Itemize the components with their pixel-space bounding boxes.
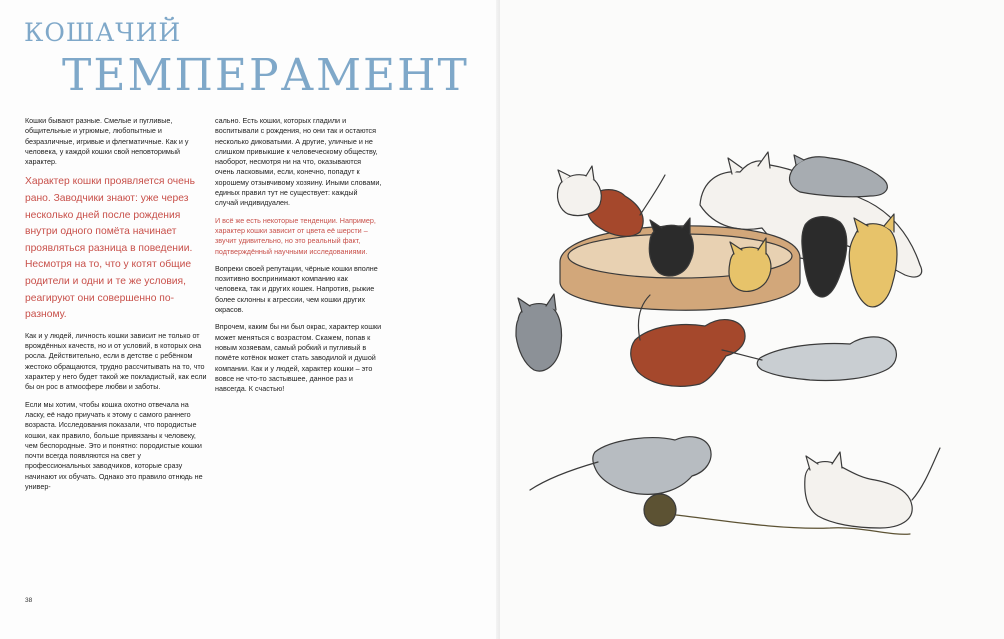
text-column-2 [215, 116, 382, 401]
black-cat-standing [802, 217, 847, 297]
paragraph: Если мы хотим, чтобы кошка охотно отвечала на ласку, её надо приучать к этому с самого раннего возраста. Исследования показали, что породистые кошки, как правило, больше привязаны к человеку, чем беспородные. Это и понятно: породистые кошки почти всегда появляются на свет у профессиональных заводчиков, которые сразу начинают их обучать. Однако это правило отнюдь не универ- [25, 399, 203, 491]
lead-paragraph: Характер кошки проявляется очень рано. Заводчики знают: уже через несколько дней после рождения внутри одного помёта начинает проявляться разница в поведении. Несмотря на то, что у котят общие родители и одни и те же условия, реагируют они совершенно по-разному. [25, 176, 195, 321]
grey-cat-with-yarn [593, 437, 711, 495]
paragraph: Как и у людей, личность кошки зависит не только от врождённых качеств, но и от условий, в которых она росла. Действительно, если в детстве с ребёнком жестоко обращаются, трудно рассчитывать на то, что характер у него будет такой же покладистый, как если бы он рос в атмосфере любви и заботы. [25, 330, 207, 392]
text-column-1 [25, 116, 208, 499]
grey-cat-sleeping [789, 157, 887, 197]
highlight-paragraph: И всё же есть некоторые тенденции. Например, характер кошки зависит от цвета её шерсти – звучит удивительно, но это реальный факт, подтверждённый научными исследованиями. [215, 215, 376, 256]
grey-cat-running [757, 337, 896, 381]
left-page [0, 0, 500, 639]
page-number: 38 [25, 597, 33, 604]
paragraph: Кошки бывают разные. Смелые и пугливые, общительные и угрюмые, любопытные и безразличные, игривые и флегматичные. Как и у человека, у каждой кошки свой неповторимый характер. [25, 116, 189, 167]
paragraph: Впрочем, каким бы ни был окрас, характер кошки может меняться с возрастом. Скажем, попав к новым хозяевам, самый робкий и пугливый в помёте котёнок может стать заводилой и душой компании. Как и у людей, характер кошки – это вовсе не что-то застывшее, данное раз и навсегда. К счастью! [215, 322, 382, 394]
grey-kitten-sitting [516, 304, 562, 371]
ginger-cat-walking [631, 320, 745, 387]
cats-illustration [500, 0, 1004, 639]
black-kitten [649, 225, 693, 276]
paragraph: сально. Есть кошки, которых гладили и воспитывали с рождения, но они так и остаются несколько диковатыми. А другие, уличные и не слишком привыкшие к человеческому обществу, наоборот, несмотря ни на что, оказываются очень ласковыми, если, конечно, попадут к хорошему отзывчивому хозяину. Иными словами, единых правил тут не существует: каждый случай индивидуален. [215, 116, 382, 208]
page-title: ТЕМПЕРАМЕНТ [62, 50, 469, 101]
page-kicker: КОШАЧИЙ [24, 18, 182, 47]
white-kitten-left [557, 175, 601, 216]
white-kitten-bottom [805, 462, 912, 528]
yellow-cat-standing [849, 224, 897, 307]
yarn-ball [644, 494, 676, 526]
right-page [500, 0, 1004, 639]
paragraph: Вопреки своей репутации, чёрные кошки вполне позитивно воспринимают компанию как человека, так и других кошек. Напротив, рыжие более склонны к агрессии, чем кошки других окрасов. [215, 263, 378, 315]
